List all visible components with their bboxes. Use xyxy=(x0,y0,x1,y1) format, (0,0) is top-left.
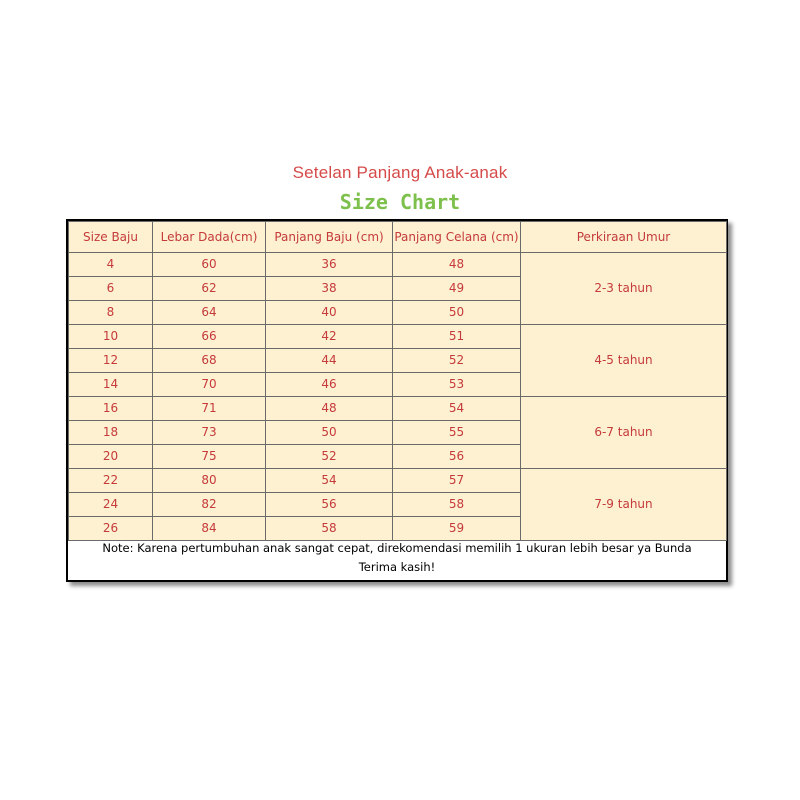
cell-shirt-length: 42 xyxy=(266,325,393,349)
cell-pants-length: 53 xyxy=(393,373,521,397)
cell-age-group: 2-3 tahun xyxy=(521,253,727,325)
cell-shirt-length: 44 xyxy=(266,349,393,373)
column-header-shirt-length: Panjang Baju (cm) xyxy=(266,222,393,253)
cell-chest: 75 xyxy=(153,445,266,469)
column-header-chest: Lebar Dada(cm) xyxy=(153,222,266,253)
chart-subtitle: Size Chart xyxy=(339,190,461,214)
cell-pants-length: 57 xyxy=(393,469,521,493)
cell-pants-length: 49 xyxy=(393,277,521,301)
cell-pants-length: 58 xyxy=(393,493,521,517)
cell-age-group: 6-7 tahun xyxy=(521,397,727,469)
table-row xyxy=(69,325,727,349)
cell-shirt-length: 38 xyxy=(266,277,393,301)
column-header-age: Perkiraan Umur xyxy=(521,222,727,253)
cell-age-group: 7-9 tahun xyxy=(521,469,727,541)
cell-chest: 68 xyxy=(153,349,266,373)
cell-size: 8 xyxy=(69,301,153,325)
cell-age-group: 4-5 tahun xyxy=(521,325,727,397)
cell-size: 26 xyxy=(69,517,153,541)
cell-pants-length: 48 xyxy=(393,253,521,277)
size-table xyxy=(68,221,727,541)
cell-pants-length: 51 xyxy=(393,325,521,349)
cell-chest: 60 xyxy=(153,253,266,277)
cell-shirt-length: 40 xyxy=(266,301,393,325)
cell-pants-length: 54 xyxy=(393,397,521,421)
cell-shirt-length: 50 xyxy=(266,421,393,445)
cell-pants-length: 59 xyxy=(393,517,521,541)
thanks-line: Terima kasih! xyxy=(358,560,436,574)
cell-chest: 66 xyxy=(153,325,266,349)
cell-chest: 80 xyxy=(153,469,266,493)
cell-chest: 70 xyxy=(153,373,266,397)
cell-size: 4 xyxy=(69,253,153,277)
cell-size: 16 xyxy=(69,397,153,421)
cell-shirt-length: 56 xyxy=(266,493,393,517)
table-header-row xyxy=(69,222,727,253)
cell-shirt-length: 58 xyxy=(266,517,393,541)
cell-chest: 82 xyxy=(153,493,266,517)
column-header-pants-length: Panjang Celana (cm) xyxy=(393,222,521,253)
note-line: Note: Karena pertumbuhan anak sangat cepat, direkomendasi memilih 1 ukuran lebih besar ya Bunda xyxy=(102,541,692,555)
cell-shirt-length: 52 xyxy=(266,445,393,469)
cell-chest: 62 xyxy=(153,277,266,301)
cell-size: 6 xyxy=(69,277,153,301)
table-row xyxy=(69,397,727,421)
cell-pants-length: 56 xyxy=(393,445,521,469)
cell-chest: 84 xyxy=(153,517,266,541)
cell-size: 14 xyxy=(69,373,153,397)
cell-pants-length: 55 xyxy=(393,421,521,445)
column-header-size: Size Baju xyxy=(69,222,153,253)
cell-chest: 73 xyxy=(153,421,266,445)
note-text xyxy=(68,539,726,577)
table-row xyxy=(69,469,727,493)
cell-shirt-length: 36 xyxy=(266,253,393,277)
cell-size: 22 xyxy=(69,469,153,493)
cell-shirt-length: 48 xyxy=(266,397,393,421)
cell-pants-length: 50 xyxy=(393,301,521,325)
cell-size: 12 xyxy=(69,349,153,373)
cell-size: 24 xyxy=(69,493,153,517)
cell-shirt-length: 54 xyxy=(266,469,393,493)
chart-title: Setelan Panjang Anak-anak xyxy=(292,163,508,182)
cell-size: 20 xyxy=(69,445,153,469)
table-row xyxy=(69,253,727,277)
cell-shirt-length: 46 xyxy=(266,373,393,397)
cell-chest: 71 xyxy=(153,397,266,421)
size-chart-sheet xyxy=(66,219,728,582)
cell-pants-length: 52 xyxy=(393,349,521,373)
cell-size: 10 xyxy=(69,325,153,349)
cell-size: 18 xyxy=(69,421,153,445)
cell-chest: 64 xyxy=(153,301,266,325)
